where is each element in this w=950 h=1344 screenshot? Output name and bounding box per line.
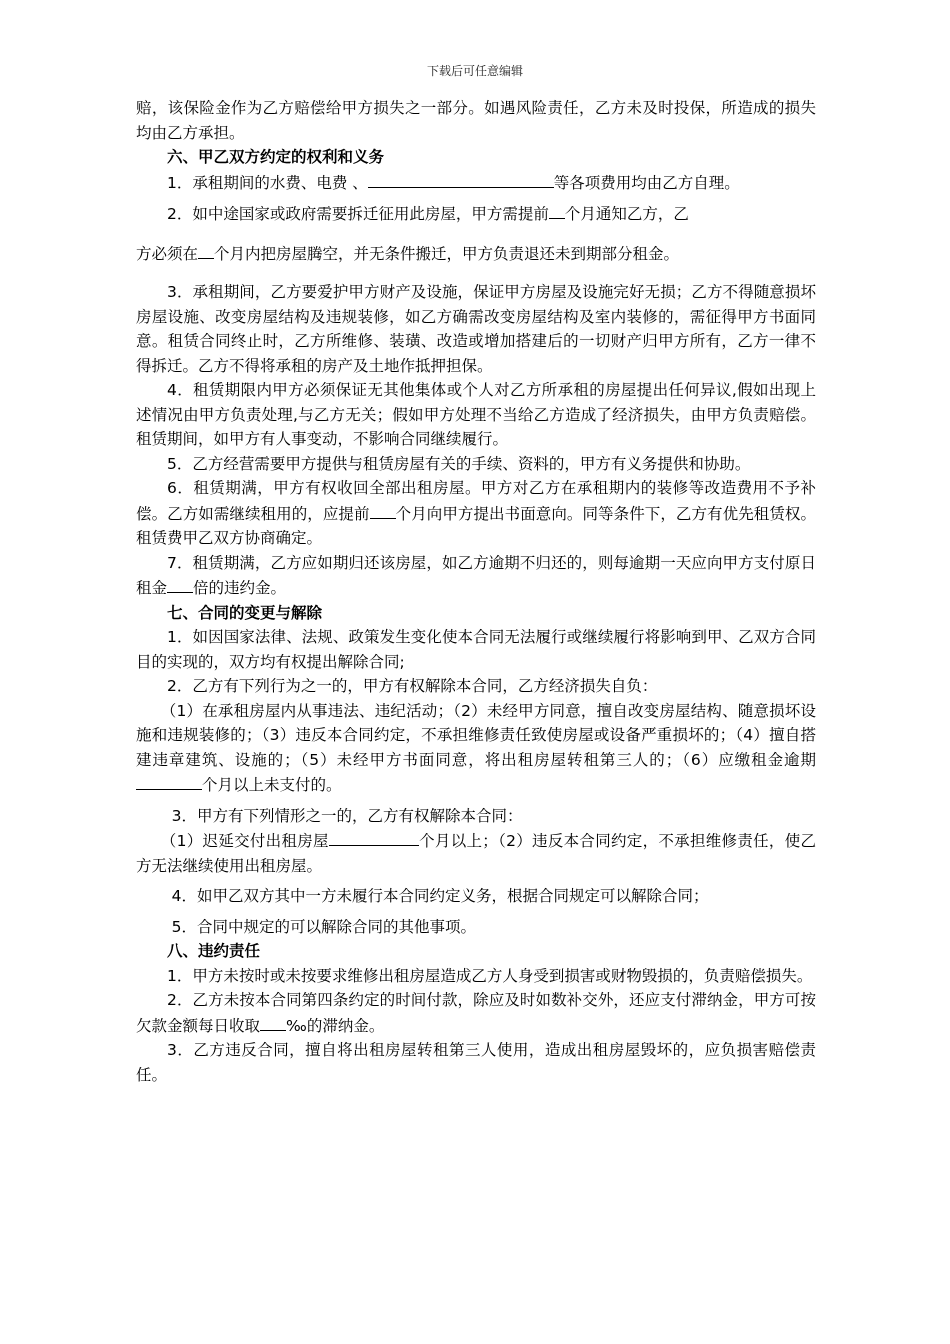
clause-7-5: 5．合同中规定的可以解除合同的其他事项。 [171,917,477,936]
clause-6-7: 7．租赁期满，乙方应如期归还该房屋，如乙方逾期不归还的，则每逾期一天应向甲方支付原日租金 倍的违约金。 [136,553,816,597]
fill-blank [198,241,214,259]
clause-6-2: 2．如中途国家或政府需要拆迁征用此房屋，甲方需提前 个月通知乙方，乙 [136,201,816,227]
fill-blank [136,772,202,790]
clause-6-2-cont: 方必须在 个月内把房屋腾空，并无条件搬迁，甲方负责退还未到期部分租金。 [136,241,816,267]
clause-6-1: 1．承租期间的水费、电费 、 等各项费用均由乙方自理。 [136,170,816,196]
clause-6-3: 3．承租期间，乙方要爱护甲方财产及设施，保证甲方房屋及设施完好无损；乙方不得随意损坏房屋设施、改变房屋结构及违规装修，如乙方确需改变房屋结构及室内装修的，需征得甲方书面同意。租赁合同终止时，乙方所维修、装璜、改造或增加搭建后的一切财产归甲方所有，乙方一律不得拆迁。乙方不得将承租的房产及土地作抵押担保。 [136,283,816,375]
paragraph-insurance-tail: 赔，该保险金作为乙方赔偿给甲方损失之一部分。如遇风险责任，乙方未及时投保，所造成的损失均由乙方承担。 [136,99,816,142]
document-body [136,96,816,1087]
section-heading-7: 七、合同的变更与解除 [167,603,323,622]
clause-8-3: 3．乙方违反合同，擅自将出租房屋转租第三人使用，造成出租房屋毁坏的，应负损害赔偿责任。 [136,1041,816,1084]
clause-7-3: 3．甲方有下列情形之一的，乙方有权解除本合同： [171,806,523,825]
page-header: 下载后可任意编辑 [426,64,523,78]
clause-8-1: 1．甲方未按时或未按要求维修出租房屋造成乙方人身受到损害或财物毁损的，负责赔偿损失。 [167,966,813,985]
fill-blank [167,575,193,593]
fill-blank [368,170,554,188]
clause-7-3-items: （1）迟延交付出租房屋 个月以上；（2）违反本合同约定，不承担维修责任，使乙方无法继续使用出租房屋。 [136,828,816,878]
clause-6-6: 6．租赁期满，甲方有权收回全部出租房屋。甲方对乙方在承租期内的装修等改造费用不予补偿。乙方如需继续租用的，应提前 个月向甲方提出书面意向。同等条件下，乙方有优先租赁权。租赁费甲乙双方协商确定。 [136,479,816,547]
clause-7-4: 4．如甲乙双方其中一方未履行本合同约定义务，根据合同规定可以解除合同； [171,887,709,905]
fill-blank [549,201,565,219]
fill-blank [329,828,419,846]
fill-blank [260,1013,286,1031]
section-heading-6: 六、甲乙双方约定的权利和义务 [167,148,385,166]
clause-8-2: 2．乙方未按本合同第四条约定的时间付款，除应及时如数补交外，还应支付滞纳金，甲方可按欠款金额每日收取 ‰的滞纳金。 [136,991,816,1035]
clause-7-2-items: （1）在承租房屋内从事违法、违纪活动；（2）未经甲方同意，擅自改变房屋结构、随意损坏设施和违规装修的；（3）违反本合同约定，不承担维修责任致使房屋或设备严重损坏的；（4）擅自搭建违章建筑、设施的；（5）未经甲方书面同意，将出租房屋转租第三人的；（6）应缴租金逾期个月以上未支付的。 [136,701,816,794]
clause-6-5: 5．乙方经营需要甲方提供与租赁房屋有关的手续、资料的，甲方有义务提供和协助。 [167,454,751,473]
clause-7-2: 2．乙方有下列行为之一的，甲方有权解除本合同，乙方经济损失自负： [167,677,658,695]
fill-blank [370,501,396,519]
section-heading-8: 八、违约责任 [167,942,261,960]
clause-7-1: 1．如因国家法律、法规、政策发生变化使本合同无法履行或继续履行将影响到甲、乙双方合同目的实现的，双方均有权提出解除合同; [136,628,816,671]
clause-6-4: 4．租赁期限内甲方必须保证无其他集体或个人对乙方所承租的房屋提出任何异议,假如出现上述情况由甲方负责处理,与乙方无关；假如甲方处理不当给乙方造成了经济损失，由甲方负责赔偿。租赁期间，如甲方有人事变动，不影响合同继续履行。 [136,381,816,448]
